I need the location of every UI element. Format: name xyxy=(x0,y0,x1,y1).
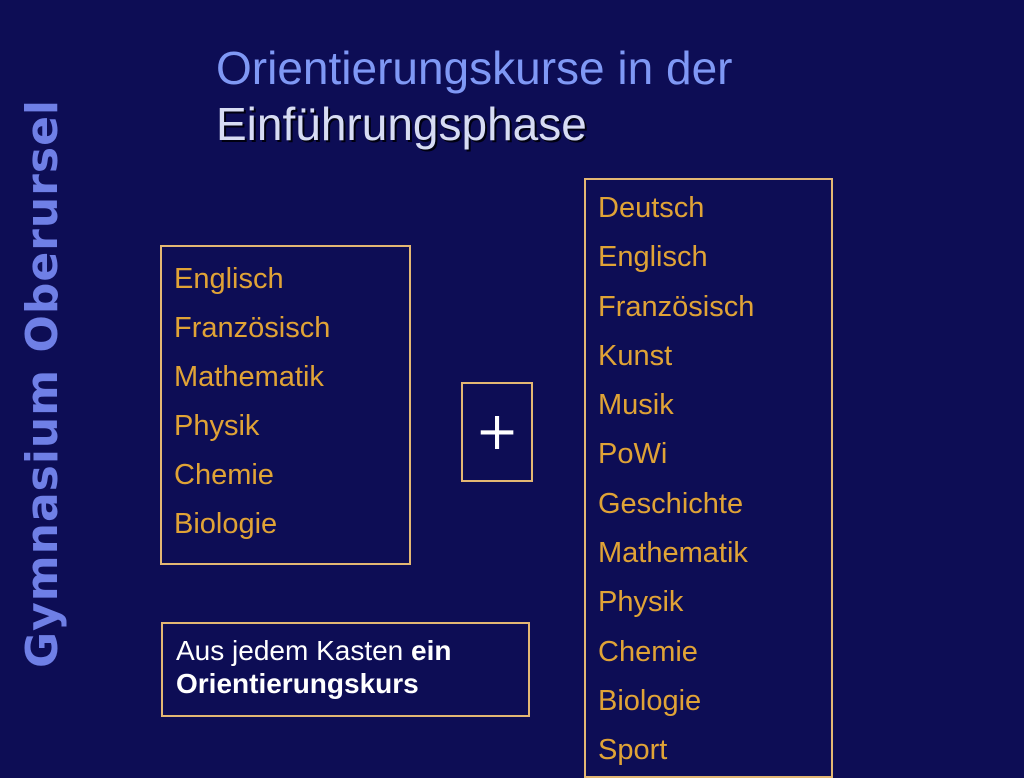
title-line-1: Orientierungskurse in der xyxy=(216,42,733,94)
left-course-item: Physik xyxy=(174,410,260,442)
note-emphasis-ein: ein xyxy=(411,635,452,666)
right-course-item: Chemie xyxy=(598,635,698,668)
right-course-item: Geschichte xyxy=(598,487,744,520)
right-course-item: Englisch xyxy=(598,241,708,274)
right-course-item: Deutsch xyxy=(598,192,705,224)
plus-icon: + xyxy=(475,402,519,462)
plus-box xyxy=(461,382,533,482)
right-course-item: Musik xyxy=(598,389,674,422)
right-course-item: Biologie xyxy=(598,684,702,717)
right-course-item: Physik xyxy=(598,586,684,619)
left-course-item: Mathematik xyxy=(174,361,324,393)
right-course-item: Französisch xyxy=(598,290,755,323)
right-course-item: Mathematik xyxy=(598,537,748,570)
right-course-item: Kunst xyxy=(598,339,673,372)
left-course-item: Französisch xyxy=(174,312,331,344)
left-course-item: Chemie xyxy=(174,459,274,491)
left-course-box xyxy=(160,245,411,565)
title-line-2: Einführungsphase xyxy=(216,98,587,150)
brand-text: Gymnasium Oberursel xyxy=(16,98,68,668)
left-course-item: Englisch xyxy=(174,263,284,295)
right-course-box xyxy=(584,178,833,778)
right-course-item: Sport xyxy=(598,734,668,767)
left-course-item: Biologie xyxy=(174,508,278,540)
note-emphasis-kurs: Orientierungskurs xyxy=(176,668,419,699)
right-course-item: PoWi xyxy=(598,438,668,471)
sidebar-brand xyxy=(14,98,70,668)
note-text: Aus jedem Kasten xyxy=(176,635,412,666)
instruction-note xyxy=(161,622,530,717)
page-title xyxy=(216,40,976,152)
